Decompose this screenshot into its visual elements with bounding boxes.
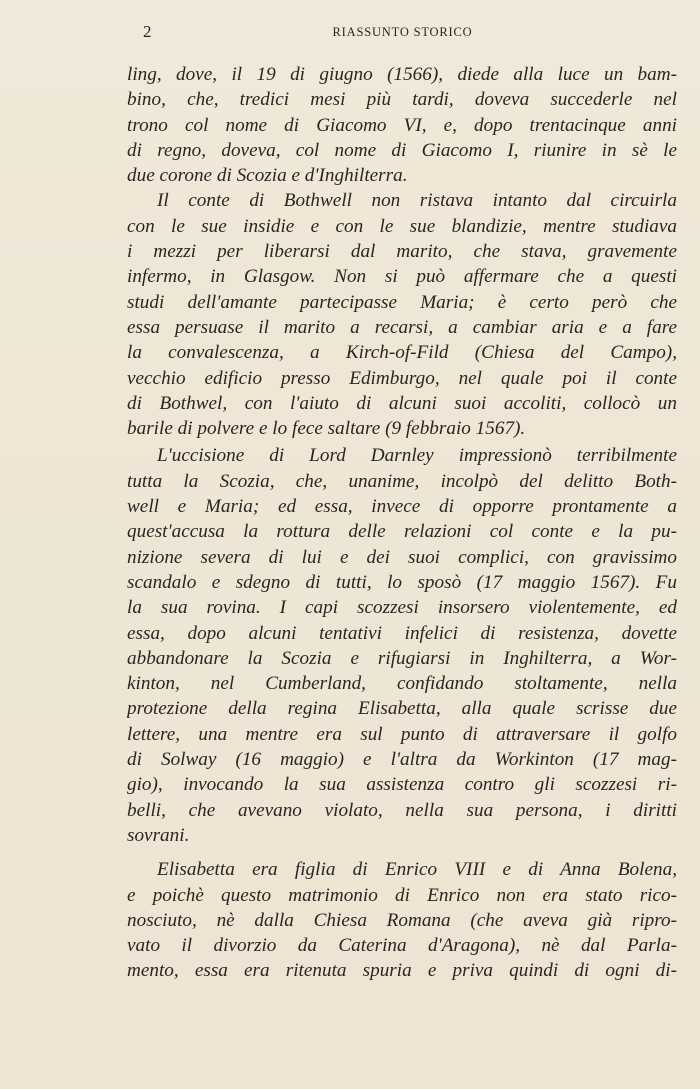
text-line: well e Maria; ed essa, invece di opporre prontamente a	[127, 496, 677, 518]
text-line: quest'accusa la rottura delle relazioni col conte e la pu-	[127, 521, 677, 543]
text-line: lettere, una mentre era sul punto di attraversare il golfo	[127, 723, 677, 745]
text-line: vecchio edificio presso Edimburgo, nel quale poi il conte	[127, 367, 677, 389]
text-line: L'uccisione di Lord Darnley impressionò terribilmente	[157, 445, 677, 467]
text-line: nizione severa di lui e dei suoi complici, con gravissimo	[127, 546, 677, 568]
text-line: la convalescenza, a Kirch-of-Fild (Chiesa del Campo),	[127, 342, 677, 364]
text-line: ling, dove, il 19 di giugno (1566), diede alla luce un bam-	[127, 64, 677, 85]
paragraph	[127, 443, 677, 848]
text-line: studi dell'amante partecipasse Maria; è certo però che	[127, 291, 677, 313]
text-line: Elisabetta era figlia di Enrico VIII e di Anna Bolena,	[157, 859, 677, 881]
text-line: di Bothwel, con l'aiuto di alcuni suoi accoliti, collocò un	[127, 392, 677, 414]
text-line: Il conte di Bothwell non ristava intanto dal circuirla	[157, 190, 677, 212]
text-line: sovrani.	[127, 824, 190, 846]
text-line: essa persuase il marito a recarsi, a cambiar aria e a fare	[127, 316, 677, 338]
text-line: tutta la Scozia, che, unanime, incolpò del delitto Both-	[127, 470, 677, 492]
text-line: protezione della regina Elisabetta, alla quale scrisse due	[127, 698, 677, 720]
text-line: belli, che avevano violato, nella sua persona, i diritti	[127, 799, 677, 821]
running-head: RIASSUNTO STORICO	[332, 25, 473, 39]
page-number: 2	[143, 22, 152, 41]
page-header	[0, 20, 700, 46]
text-line: di regno, doveva, col nome di Giacomo I, riunire in sè le	[127, 139, 677, 161]
body-text	[127, 62, 677, 984]
text-line: abbandonare la Scozia e rifugiarsi in Inghilterra, a Wor-	[127, 647, 677, 669]
text-line: mento, essa era ritenuta spuria e priva quindi di ogni di-	[127, 960, 677, 982]
text-line: kinton, nel Cumberland, confidando stoltamente, nella	[127, 673, 677, 695]
text-line: essa, dopo alcuni tentativi infelici di resistenza, dovette	[127, 622, 677, 644]
text-line: scandalo e sdegno di tutti, lo sposò (17 maggio 1567). Fu	[127, 571, 677, 593]
text-line: e poichè questo matrimonio di Enrico non era stato rico-	[127, 884, 677, 906]
text-line: la sua rovina. I capi scozzesi insorsero violentemente, ed	[127, 597, 677, 619]
text-line: nosciuto, nè dalla Chiesa Romana (che aveva già ripro-	[127, 909, 677, 931]
paragraph	[127, 188, 677, 441]
text-line: vato il divorzio da Caterina d'Aragona), nè dal Parla-	[127, 935, 677, 957]
text-line: gio), invocando la sua assistenza contro gli scozzesi ri-	[127, 774, 677, 796]
text-line: di Solway (16 maggio) e l'altra da Workinton (17 mag-	[127, 749, 677, 771]
text-line: trono col nome di Giacomo VI, e, dopo trentacinque anni	[127, 114, 677, 136]
text-line: con le sue insidie e con le sue blandizie, mentre studiava	[127, 215, 677, 237]
paragraph	[127, 857, 677, 983]
text-line: bino, che, tredici mesi più tardi, doveva succederle nel	[127, 89, 677, 111]
text-line: barile di polvere e lo fece saltare (9 febbraio 1567).	[127, 418, 526, 440]
text-line: due corone di Scozia e d'Inghilterra.	[127, 165, 408, 187]
text-line: i mezzi per liberarsi dal marito, che stava, gravemente	[127, 241, 677, 263]
text-line: infermo, in Glasgow. Non si può affermare che a questi	[127, 266, 677, 288]
paragraph	[127, 62, 677, 188]
